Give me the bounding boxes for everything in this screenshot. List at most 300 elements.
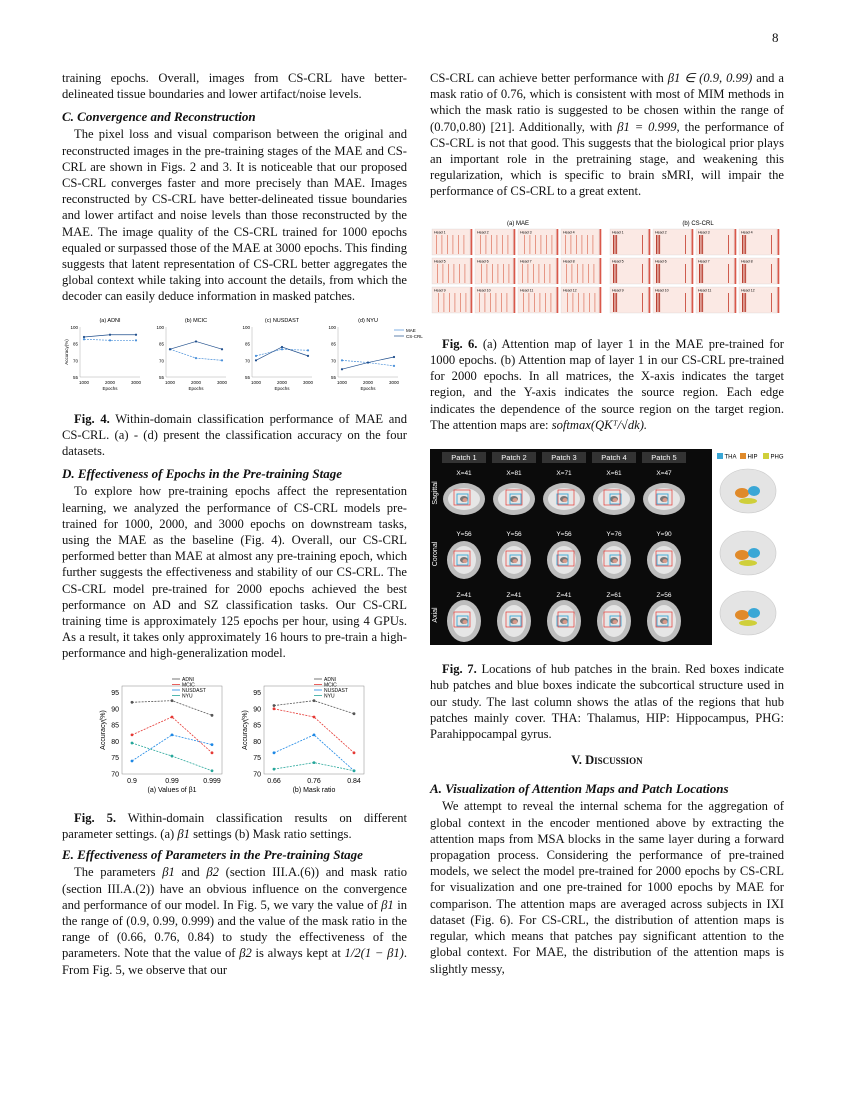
atlas-tha (748, 608, 760, 618)
data-point (211, 751, 214, 754)
attention-head-map (561, 229, 601, 255)
fig6-caption: Fig. 6. (a) Attention map of layer 1 in the MAE pre-trained for 1000 epochs. (b) Attention map of layer 1 in our CS-CRL pre-trained for 2000 epochs. In all matrices, the X-axis indicates the target region, and the Y-axis indicates the source region. Each edge indicates the dependence of the source region on the target region. The attention maps are: softmax(QKᵀ/√dk). (430, 336, 784, 432)
attention-stripe (584, 293, 585, 312)
legend-label: NYU (182, 693, 193, 700)
attention-stripe (699, 293, 700, 312)
attention-stripe (507, 293, 508, 312)
head-label: Head 12 (741, 288, 755, 293)
colorbar (600, 258, 602, 284)
data-point (313, 715, 316, 718)
data-point (171, 754, 174, 757)
attention-stripe (485, 293, 486, 312)
y-tick-label: 70 (244, 357, 250, 363)
attention-stripe (685, 264, 686, 283)
view-label: Coronal (432, 541, 439, 567)
attention-stripe (583, 264, 584, 283)
attention-stripe (744, 235, 745, 254)
data-point (307, 354, 309, 356)
legend-label: ADNI (324, 676, 336, 683)
attention-stripe (448, 264, 449, 283)
x-axis-label: Epochs (274, 385, 290, 391)
attention-stripe (658, 264, 659, 283)
attention-stripe (642, 235, 643, 254)
attention-stripe (613, 235, 614, 254)
data-point (393, 364, 395, 366)
attention-head-map (432, 287, 472, 313)
fig5-caption: Fig. 5. Within-domain classification results on different parameter settings. (a) β1 settings (b) Mask ratio settings. (62, 810, 408, 842)
slice-coordinate: Y=90 (656, 531, 672, 539)
colorbar (557, 287, 559, 313)
y-tick-label: 75 (111, 754, 119, 762)
attention-head-map (653, 287, 693, 313)
head-label: Head 9 (612, 288, 624, 293)
series-line-nusdast (274, 735, 354, 771)
data-point (171, 699, 174, 702)
attention-stripe (492, 264, 493, 283)
head-label: Head 1 (612, 230, 624, 235)
data-point (341, 359, 343, 361)
y-axis-label: Accuracy(%) (64, 338, 69, 365)
attention-head-map (653, 229, 693, 255)
x-tick-label: 0.9 (127, 777, 137, 785)
data-point (195, 340, 197, 342)
data-point (255, 354, 257, 356)
y-tick-label: 70 (111, 771, 119, 779)
legend-label: CS-CRL (406, 333, 423, 339)
attention-stripe (503, 264, 504, 283)
data-point (131, 741, 134, 744)
attention-head-map (475, 287, 515, 313)
section-heading-d: D. Effectiveness of Epochs in the Pre-training Stage (62, 466, 342, 482)
y-tick-label: 70 (330, 357, 336, 363)
attention-stripe (508, 235, 509, 254)
panel-title: (d) NYU (358, 317, 378, 324)
data-point (273, 751, 276, 754)
y-tick-label: 70 (253, 771, 261, 779)
y-tick-label: 70 (158, 357, 164, 363)
head-label: Head 5 (612, 259, 624, 264)
patch-header: Patch 4 (601, 453, 627, 463)
y-tick-label: 55 (330, 374, 336, 380)
x-tick-label: 3000 (130, 379, 142, 385)
data-point (211, 743, 214, 746)
colorbar (514, 258, 516, 284)
legend-label: NUSDAST (182, 687, 206, 694)
attention-stripe (656, 293, 657, 312)
attention-stripe (524, 235, 525, 254)
head-label: Head 11 (520, 288, 534, 293)
attention-stripe (701, 264, 702, 283)
attention-stripe (565, 235, 566, 254)
fig5-chart (62, 676, 407, 794)
attention-stripe (771, 293, 772, 312)
legend-swatch (763, 453, 769, 459)
attention-head-map (518, 229, 558, 255)
legend-label: NYU (324, 693, 335, 700)
attention-stripe (491, 235, 492, 254)
colorbar (778, 287, 780, 313)
head-label: Head 6 (655, 259, 667, 264)
attention-head-map (653, 258, 693, 284)
colorbar (471, 229, 473, 255)
attention-stripe (658, 235, 659, 254)
panel-title: (a) Values of β1 (147, 786, 197, 794)
attention-stripe (465, 264, 466, 283)
data-point (131, 759, 134, 762)
attention-stripe (728, 264, 729, 283)
attention-stripe (742, 293, 743, 312)
fig4-caption: Fig. 4. Within-domain classification performance of MAE and CS-CRL. (a) - (d) present the classification accuracy on the four datasets. (62, 411, 407, 459)
attention-head-map (696, 258, 736, 284)
attention-head-map (739, 258, 779, 284)
colorbar (471, 287, 473, 313)
attention-stripe (571, 235, 572, 254)
slice-coordinate: Z=41 (506, 592, 522, 600)
colorbar (649, 287, 651, 313)
y-tick-label: 55 (244, 374, 250, 380)
attention-stripe (742, 264, 743, 283)
colorbar (692, 258, 694, 284)
x-tick-label: 2000 (362, 379, 374, 385)
attention-stripe (658, 293, 659, 312)
data-point (281, 346, 283, 348)
head-label: Head 11 (698, 288, 712, 293)
data-point (109, 339, 111, 341)
attention-stripe (728, 293, 729, 312)
head-label: Head 3 (698, 230, 710, 235)
x-tick-label: 0.999 (203, 777, 221, 785)
x-tick-label: 3000 (216, 379, 228, 385)
y-tick-label: 90 (111, 706, 119, 714)
attention-stripe (613, 293, 614, 312)
x-tick-label: 3000 (302, 379, 314, 385)
head-label: Head 7 (698, 259, 710, 264)
attention-stripe (436, 235, 437, 254)
attention-stripe (744, 293, 745, 312)
patch-header: Patch 2 (501, 453, 527, 463)
attention-stripe (642, 264, 643, 283)
attention-stripe (444, 293, 445, 312)
hub-region (463, 559, 468, 563)
colorbar (514, 229, 516, 255)
data-point (195, 357, 197, 359)
data-point (83, 336, 85, 338)
plot-frame (264, 686, 364, 774)
y-tick-label: 90 (253, 706, 261, 714)
attention-stripe (728, 235, 729, 254)
data-point (313, 699, 316, 702)
y-tick-label: 70 (72, 357, 78, 363)
attention-head-map (518, 258, 558, 284)
attention-stripe (615, 264, 616, 283)
attention-stripe (480, 235, 481, 254)
view-label: Axial (432, 607, 439, 623)
data-point (393, 356, 395, 358)
head-label: Head 4 (741, 230, 753, 235)
attention-stripe (582, 235, 583, 254)
x-tick-label: 2000 (276, 379, 288, 385)
attention-head-map (475, 229, 515, 255)
y-axis-label: Accuracy(%) (100, 709, 107, 750)
atlas-tha (748, 486, 760, 496)
slice-coordinate: Y=56 (456, 531, 472, 539)
hub-region (663, 498, 668, 502)
panel-b-title: (b) CS-CRL (682, 220, 714, 227)
attention-stripe (701, 235, 702, 254)
head-label: Head 5 (434, 259, 446, 264)
colorbar (692, 229, 694, 255)
attention-head-map (475, 258, 515, 284)
hub-region (663, 620, 668, 624)
y-tick-label: 75 (253, 754, 261, 762)
data-point (281, 348, 283, 350)
x-tick-label: 0.76 (307, 777, 321, 785)
attention-stripe (539, 264, 540, 283)
attention-stripe (545, 293, 546, 312)
attention-stripe (550, 264, 551, 283)
attention-stripe (437, 264, 438, 283)
attention-stripe (453, 235, 454, 254)
page-number: 8 (772, 30, 779, 45)
legend-label: MCIC (324, 682, 337, 689)
data-point (273, 704, 276, 707)
data-point (221, 359, 223, 361)
head-label: Head 2 (477, 230, 489, 235)
attention-stripe (702, 293, 703, 312)
attention-stripe (459, 264, 460, 283)
attention-head-map (610, 287, 650, 313)
head-label: Head 9 (434, 288, 446, 293)
x-tick-label: 0.84 (347, 777, 361, 785)
attention-head-map (696, 229, 736, 255)
slice-coordinate: Y=76 (606, 531, 622, 539)
attention-stripe (656, 264, 657, 283)
panel-title: (c) NUSDAST (264, 317, 300, 324)
hub-region (613, 559, 618, 563)
colorbar (778, 258, 780, 284)
attention-stripe (656, 235, 657, 254)
attention-stripe (438, 293, 439, 312)
hub-region (563, 559, 568, 563)
hub-region (513, 498, 518, 502)
data-point (131, 733, 134, 736)
colorbar (735, 258, 737, 284)
hub-region (563, 620, 568, 624)
legend-swatch (717, 453, 723, 459)
attention-stripe (702, 264, 703, 283)
y-tick-label: 100 (328, 324, 336, 330)
y-tick-label: 85 (244, 341, 250, 347)
colorbar (735, 229, 737, 255)
data-point (131, 701, 134, 704)
attention-stripe (745, 235, 746, 254)
attention-head-map (561, 258, 601, 284)
colorbar (649, 229, 651, 255)
attention-stripe (497, 235, 498, 254)
attention-stripe (573, 293, 574, 312)
attention-stripe (498, 264, 499, 283)
y-tick-label: 100 (156, 324, 164, 330)
y-tick-label: 100 (70, 324, 78, 330)
attention-stripe (745, 264, 746, 283)
data-point (367, 361, 369, 363)
attention-stripe (615, 235, 616, 254)
data-point (313, 761, 316, 764)
attention-stripe (616, 264, 617, 283)
attention-stripe (589, 293, 590, 312)
y-tick-label: 95 (111, 689, 119, 697)
x-tick-label: 0.66 (267, 777, 281, 785)
panel-title: (b) Mask ratio (292, 786, 336, 794)
y-tick-label: 85 (158, 341, 164, 347)
attention-head-map (432, 229, 472, 255)
legend-label: PHG (770, 454, 784, 461)
y-tick-label: 95 (253, 689, 261, 697)
data-point (273, 767, 276, 770)
slice-coordinate: X=47 (656, 470, 672, 478)
data-point (169, 348, 171, 350)
attention-stripe (616, 293, 617, 312)
atlas-tha (748, 548, 760, 558)
attention-stripe (502, 235, 503, 254)
slice-coordinate: X=61 (606, 470, 622, 478)
head-label: Head 2 (655, 230, 667, 235)
legend-label: NUSDAST (324, 687, 348, 694)
head-label: Head 3 (520, 230, 532, 235)
colorbar (557, 258, 559, 284)
y-tick-label: 85 (330, 341, 336, 347)
y-axis-label: Accuracy(%) (242, 709, 249, 750)
colorbar (471, 258, 473, 284)
attention-head-map (739, 229, 779, 255)
slice-coordinate: X=41 (456, 470, 472, 478)
attention-head-map (561, 287, 601, 313)
attention-stripe (523, 293, 524, 312)
paragraph: We attempt to reveal the internal schema for the aggregation of global context in the encoder mentioned above by extracting the attention maps from MSA blocks in the same layer during a forward propagation process. Considering the performance of pre-trained models, we select the model pre-trained for 2000 epochs by CS-CRL for visualization and one pre-trained for 1000 epochs by MAE for comparison. The attention maps are averaged across subjects in IXI dataset (Fig. 6). For CS-CRL, the distribution of attention maps is regular, which means that patches pay significant attention to the global context. For MAE, the distribution of the attention maps is slightly messy, (430, 799, 784, 976)
data-point (135, 333, 137, 335)
attention-stripe (659, 235, 660, 254)
head-label: Head 8 (563, 259, 575, 264)
head-label: Head 12 (563, 288, 577, 293)
attention-stripe (530, 235, 531, 254)
y-tick-label: 85 (253, 722, 261, 730)
data-point (211, 714, 214, 717)
attention-stripe (455, 293, 456, 312)
x-axis-label: Epochs (102, 385, 118, 391)
hub-region (663, 559, 668, 563)
fig7-caption: Fig. 7. Locations of hub patches in the brain. Red boxes indicate hub patches and blue boxes indicate the subcortical structure used in our study. The last column shows the atlas of the regions that hub patches mainly cover. THA: Thalamus, HIP: Hippocampus, PHG: Parahippocampal gyrus. (430, 662, 784, 742)
slice-coordinate: X=71 (556, 470, 572, 478)
hub-region (513, 620, 518, 624)
attention-stripe (566, 264, 567, 283)
fig7-brain-patches (430, 449, 784, 645)
legend-label: ADNI (182, 676, 194, 683)
section-v-heading: V. Discussion (571, 753, 643, 768)
x-tick-label: 1000 (336, 379, 348, 385)
colorbar (600, 229, 602, 255)
y-tick-label: 85 (72, 341, 78, 347)
attention-stripe (509, 264, 510, 283)
attention-stripe (576, 235, 577, 254)
attention-stripe (522, 264, 523, 283)
fig4-chart (62, 315, 423, 395)
data-point (353, 712, 356, 715)
attention-stripe (594, 264, 595, 283)
hub-region (613, 498, 618, 502)
panel-title: (a) ADNI (99, 317, 121, 324)
attention-stripe (616, 235, 617, 254)
atlas-phg (739, 620, 757, 626)
attention-stripe (501, 293, 502, 312)
paragraph: CS-CRL can achieve better performance with β1 ∈ (0.9, 0.99) and a mask ratio of 0.76, which is consistent with most of MIM methods in which the mask ratio is suggested to be chosen within the range of (0.70,0.80) [21]. Additionally, with β1 = 0.999, the performance of CS-CRL is not that good. This suggests that the biological prior plays an important role in the pretraining stage, and weakening this regularization, which is specific to brain sMRI, will impair the performance of CS-CRL to a great extent. (430, 71, 784, 199)
data-point (341, 368, 343, 370)
data-point (313, 733, 316, 736)
fig6-attention-maps (430, 218, 784, 318)
section-heading-c: C. Convergence and Reconstruction (62, 109, 256, 125)
patch-header: Patch 5 (651, 453, 677, 463)
y-tick-label: 55 (158, 374, 164, 380)
x-tick-label: 2000 (104, 379, 116, 385)
legend-label: MAE (406, 327, 416, 333)
attention-stripe (742, 235, 743, 254)
colorbar (692, 287, 694, 313)
paragraph: To explore how pre-training epochs affect the representation learning, we analyzed the performance of CS-CRL models pre-trained for 1000, 2000, and 3000 epochs on downstream tasks, using the MAE as the baseline (Fig. 4). Overall, our CS-CRL performed better than MAE at almost any pre-training epoch, which further suggests the effectiveness and stability of our CS-CRL. The CS-CRL model pre-trained for 2000 epochs achieved the best performance on AD and SZ classification tasks. Our CS-CRL training time is approximately 125 epochs per hour, using 4 GPUs. As a result, it takes only approximately 16 hours to pre-train a high-performance and high-generalization model. (62, 484, 407, 661)
y-tick-label: 80 (253, 738, 261, 746)
paragraph: The pixel loss and visual comparison between the original and reconstructed images in the pre-training stages of the MAE and CS-CRL are shown in Figs. 2 and 3. It is noticeable that our proposed CS-CRL converges faster and more precisely than MAE. Images reconstructed by CS-CRL have better-delineated tissue boundaries and lower artifact and noise levels than those reconstructed by the MAE. The image quality of the CS-CRL trained for 1000 epochs equaled or surpassed those of the MAE at 3000 epochs. This finding suggests that latent representation of CS-CRL better aggregates the global context while taking into account the details, from which the decoder can easily deduce information in masked patches. (62, 127, 407, 304)
section-heading-a: A. Visualization of Attention Maps and Patch Locations (430, 781, 729, 797)
hub-region (513, 559, 518, 563)
data-point (353, 769, 356, 772)
slice-coordinate: Z=56 (656, 592, 672, 600)
attention-stripe (771, 235, 772, 254)
data-point (171, 715, 174, 718)
slice-coordinate: Z=41 (556, 592, 572, 600)
attention-head-map (432, 258, 472, 284)
attention-stripe (487, 264, 488, 283)
attention-stripe (454, 264, 455, 283)
slice-coordinate: Z=41 (456, 592, 472, 600)
attention-stripe (529, 293, 530, 312)
attention-stripe (442, 235, 443, 254)
hub-region (613, 620, 618, 624)
series-line-cs-crl (170, 341, 222, 349)
attention-stripe (528, 264, 529, 283)
patch-header: Patch 1 (451, 453, 477, 463)
legend-label: HIP (747, 454, 758, 461)
attention-stripe (481, 264, 482, 283)
attention-stripe (685, 293, 686, 312)
slice-coordinate: Z=61 (606, 592, 622, 600)
right-column (430, 70, 784, 977)
atlas-phg (739, 498, 757, 504)
head-label: Head 7 (520, 259, 532, 264)
colorbar (557, 229, 559, 255)
attention-head-map (610, 258, 650, 284)
hub-region (463, 498, 468, 502)
legend-swatch (740, 453, 746, 459)
attention-stripe (613, 264, 614, 283)
legend-label: MCIC (182, 682, 195, 689)
data-point (171, 733, 174, 736)
x-tick-label: 1000 (78, 379, 90, 385)
hub-region (563, 498, 568, 502)
attention-stripe (615, 293, 616, 312)
data-point (109, 333, 111, 335)
series-line-mcic (274, 709, 354, 753)
data-point (353, 751, 356, 754)
data-point (273, 707, 276, 710)
y-tick-label: 100 (242, 324, 250, 330)
